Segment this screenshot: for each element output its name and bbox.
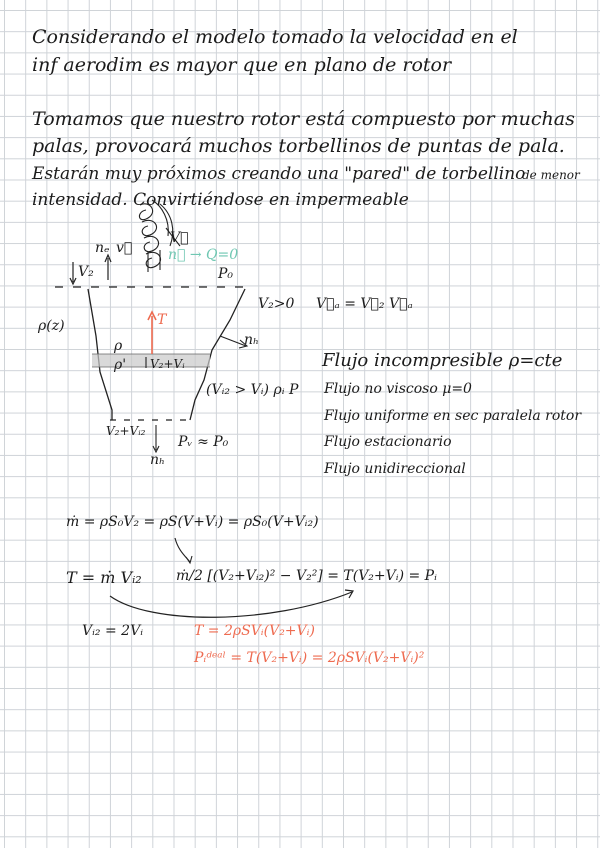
eq-energy: ṁ/2 [(V₂+Vᵢ₂)² − V₂²] = T(V₂+Vᵢ) = Pᵢ <box>176 568 437 584</box>
label-n-b: nₕ <box>244 332 260 348</box>
para-line-1: Tomamos que nuestro rotor está compuesto por muchas <box>32 108 575 130</box>
eq-mass-flow: ṁ = ρS₀V₂ = ρS(V+Vᵢ) = ρS₀(V+Vᵢ₂) <box>66 514 319 530</box>
para-line-3-tail: de menor <box>522 168 580 182</box>
assumption-5: Flujo unidireccional <box>324 461 466 477</box>
label-va-eq: V⃗ₐ = V⃗₂ V⃗ₐ <box>316 296 413 312</box>
label-rho-z: ρ(z) <box>38 318 65 334</box>
para-line-4: intensidad. Convirtiéndose en impermeable <box>32 190 409 210</box>
para-line-2: palas, provocará muchos torbellinos de puntas de pala. <box>32 135 565 157</box>
eq-vi2: Vᵢ₂ = 2Vᵢ <box>82 623 144 639</box>
eq-red-thrust: T = 2ρSVᵢ(V₂+Vᵢ) <box>194 623 315 639</box>
intro-line-2: inf aerodim es mayor que en plano de rotor <box>32 54 452 76</box>
para-line-3: Estarán muy próximos creando una "pared" de torbellino <box>32 164 526 184</box>
label-rho-prime: ρ' <box>114 357 127 373</box>
link-arrow <box>110 592 352 617</box>
label-n-e: nₑ <box>95 240 110 256</box>
intro-line-1: Considerando el modelo tomado la velocidad en el <box>32 26 518 48</box>
eq-thrust: T = ṁ Vᵢ₂ <box>66 568 142 587</box>
eq-red-power: Pᵢᵈᵉᵃˡ = T(V₂+Vᵢ) = 2ρSVᵢ(V₂+Vᵢ)² <box>194 650 425 666</box>
label-thrust: T <box>157 312 167 328</box>
assumption-1: Flujo incompresible ρ=cte <box>322 350 563 371</box>
assumption-2: Flujo no viscoso μ=0 <box>324 381 472 397</box>
label-v-vec: v⃗ <box>116 240 133 256</box>
assumption-4: Flujo estacionario <box>324 434 452 450</box>
teal-note: n⃗ → Q=0 <box>168 247 239 263</box>
label-p-inf: Pᵥ ≈ P₀ <box>178 434 229 450</box>
assumption-3: Flujo uniforme en sec paralela rotor <box>324 408 582 424</box>
label-vz-vi: V₂+Vᵢ <box>150 357 185 371</box>
label-vz: V₂ <box>78 264 94 280</box>
label-rho: ρ <box>114 338 123 354</box>
label-n-bottom: nₕ <box>150 452 166 468</box>
label-p0-top: P₀ <box>218 266 234 282</box>
label-ineq: (Vᵢ₂ > Vᵢ) ρᵢ P <box>206 382 299 398</box>
label-vz-gt0: V₂>0 <box>258 296 295 312</box>
label-vz-vi2: V₂+Vᵢ₂ <box>106 424 146 438</box>
label-V-vec: V⃗ <box>170 230 189 246</box>
